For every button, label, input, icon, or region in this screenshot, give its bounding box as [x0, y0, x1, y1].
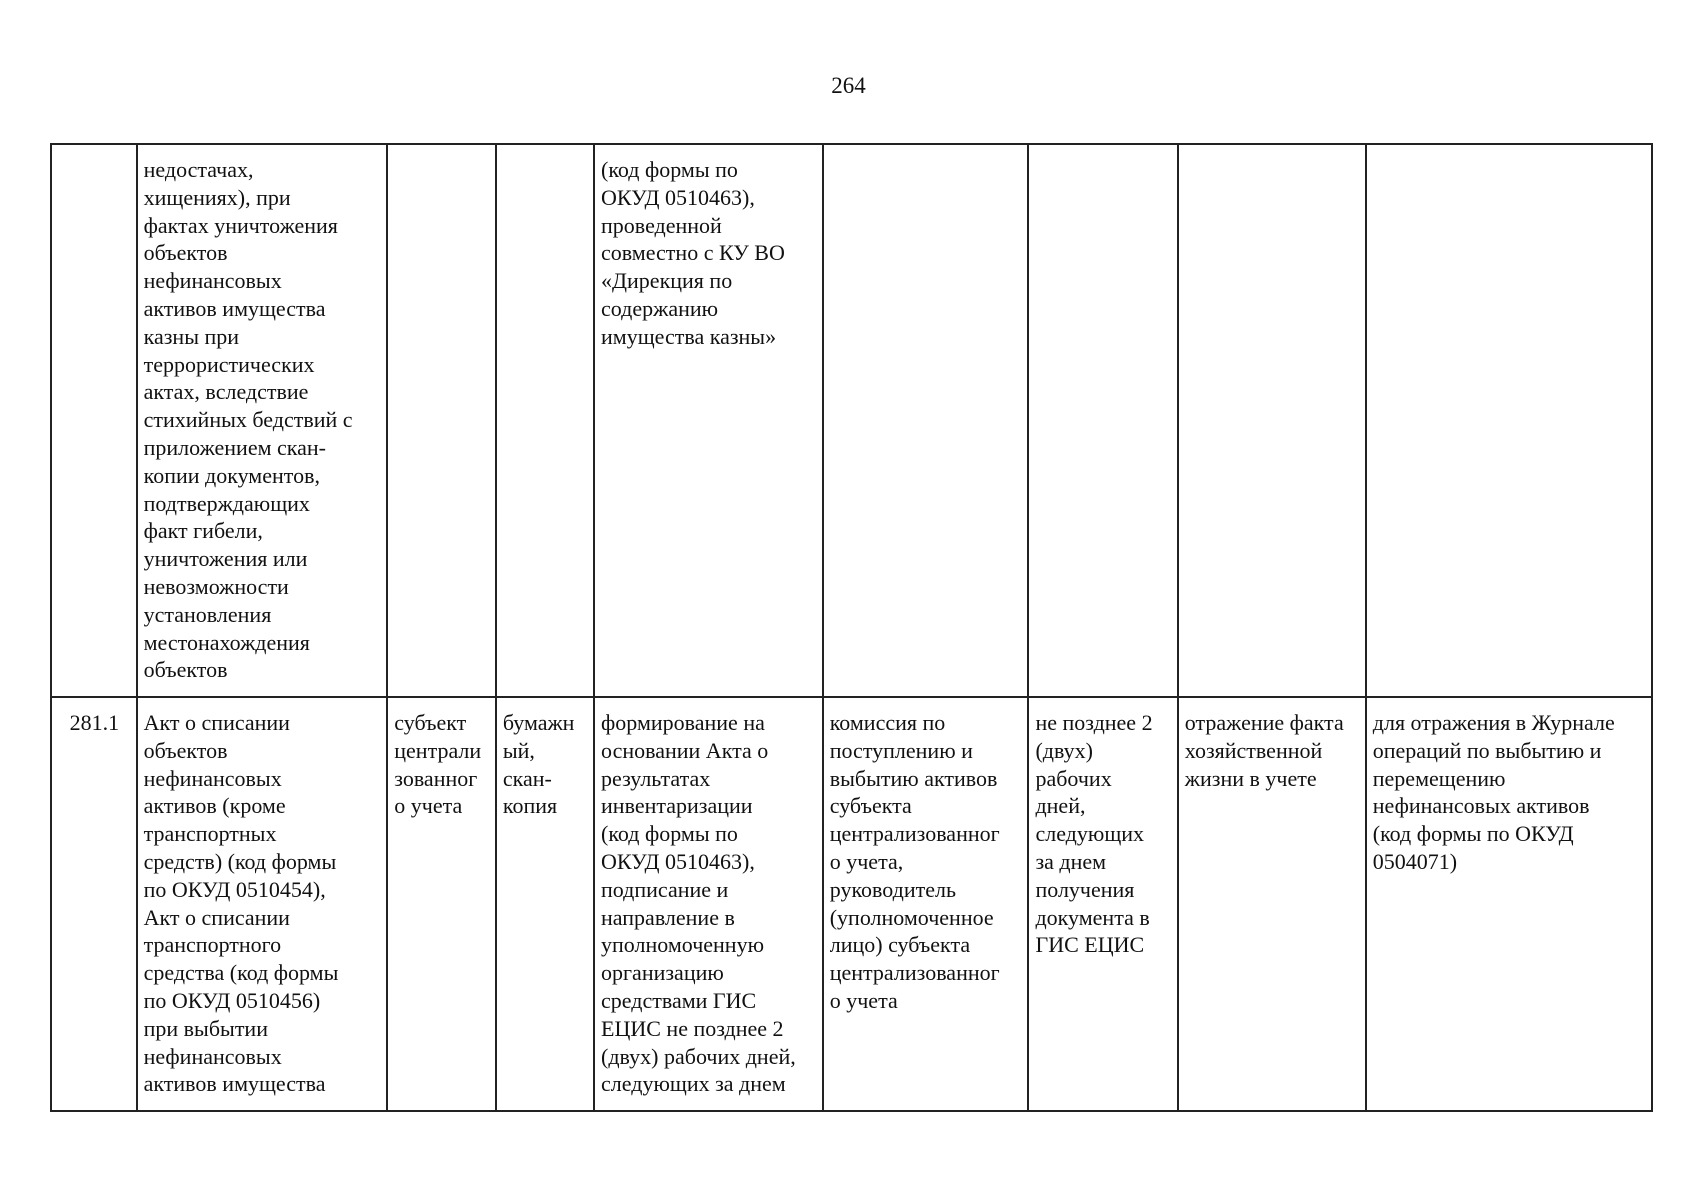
table-row: [51, 697, 1652, 1111]
cell-deadline: не позднее 2 (двух) рабочих дней, следующих за днем получения документа в ГИС ЕЦИС: [1028, 697, 1177, 1111]
cell-deadline: [1028, 144, 1177, 697]
cell-format: бумажн ый, скан- копия: [496, 697, 594, 1111]
cell-signers: [823, 144, 1029, 697]
cell-usage: [1366, 144, 1652, 697]
cell-procedure: (код формы по ОКУД 0510463), проведенной совместно с КУ ВО «Дирекция по содержанию имущества казны»: [594, 144, 823, 697]
cell-compiler: [387, 144, 496, 697]
cell-document-name: Акт о списании объектов нефинансовых активов (кроме транспортных средств) (код формы по ОКУД 0510454), Акт о списании транспортного средства (код формы по ОКУД 0510456) при выбытии нефинансовых активов имущества: [137, 697, 388, 1111]
table-row: [51, 144, 1652, 697]
cell-usage: для отражения в Журнале операций по выбытию и перемещению нефинансовых активов (код формы по ОКУД 0504071): [1366, 697, 1652, 1111]
document-table: [50, 143, 1653, 1112]
cell-signers: комиссия по поступлению и выбытию активов субъекта централизованног о учета, руководитель (уполномоченное лицо) субъекта централизованног о учета: [823, 697, 1029, 1111]
cell-procedure: формирование на основании Акта о результатах инвентаризации (код формы по ОКУД 0510463), подписание и направление в уполномоченную организацию средствами ГИС ЕЦИС не позднее 2 (двух) рабочих дней, следующих за днем: [594, 697, 823, 1111]
cell-purpose: отражение факта хозяйственной жизни в учете: [1178, 697, 1366, 1111]
cell-document-name: недостачах, хищениях), при фактах уничтожения объектов нефинансовых активов имущества казны при террористических актах, вследствие стихийных бедствий с приложением скан- копии документов, подтверждающих факт гибели, уничтожения или невозможности установления местонахождения объектов: [137, 144, 388, 697]
cell-number: 281.1: [51, 697, 137, 1111]
cell-compiler: субъект централи зованног о учета: [387, 697, 496, 1111]
cell-number: [51, 144, 137, 697]
cell-purpose: [1178, 144, 1366, 697]
page-number: 264: [831, 73, 866, 98]
cell-format: [496, 144, 594, 697]
